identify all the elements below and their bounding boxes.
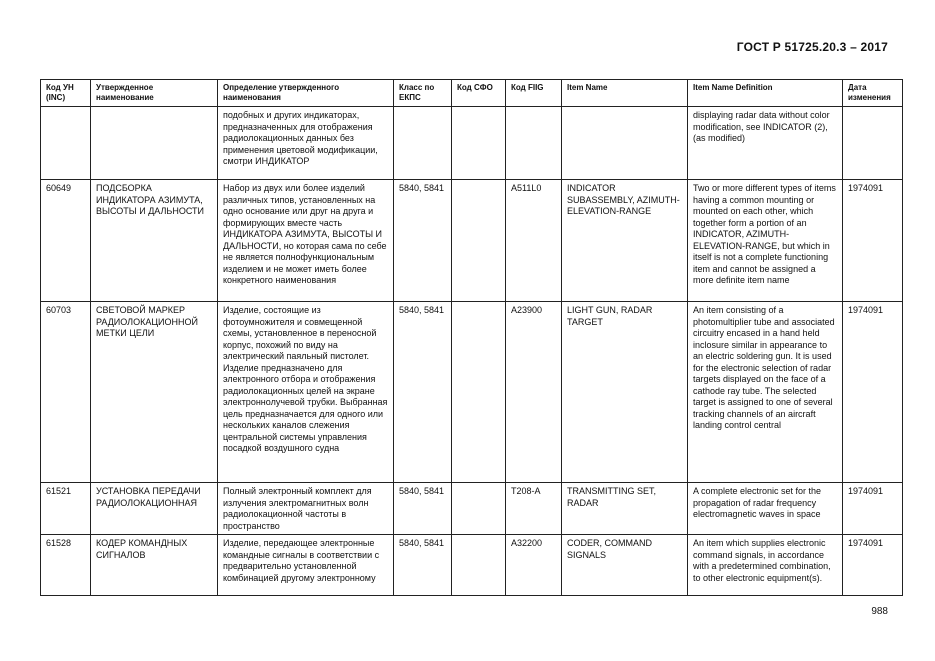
cell-definition-ru: Полный электронный комплект для излучения электромагнитных волн радиолокационной частоты в пространство — [218, 483, 394, 535]
table-body — [41, 107, 903, 596]
cell-item-name: CODER, COMMAND SIGNALS — [562, 535, 688, 596]
table-row — [41, 107, 903, 180]
cell-name-ru: КОДЕР КОМАНДНЫХ СИГНАЛОВ — [91, 535, 218, 596]
header-ekps-class: Класс по ЕКПС — [394, 80, 452, 107]
cell-item-name: TRANSMITTING SET, RADAR — [562, 483, 688, 535]
cell-fiig-code: A23900 — [506, 302, 562, 483]
cell-inc — [41, 107, 91, 180]
cell-sfo-code — [452, 180, 506, 302]
header-item-name: Item Name — [562, 80, 688, 107]
table-row — [41, 302, 903, 483]
document-standard-code: ГОСТ Р 51725.20.3 – 2017 — [736, 40, 888, 54]
cell-ekps-class: 5840, 5841 — [394, 180, 452, 302]
cell-name-ru — [91, 107, 218, 180]
cell-change-date: 1974091 — [843, 535, 903, 596]
cell-definition-ru: Набор из двух или более изделий различных типов, установленных на одно основание или друг на друга и формирующих вместе часть ИНДИКАТОРА АЗИМУТА, ВЫСОТЫ И ДАЛЬНОСТИ, но которая сама по себе не является полнофункциональным изделием и не может иметь более конкретного наименования — [218, 180, 394, 302]
header-definition-ru: Определение утвержденного наименования — [218, 80, 394, 107]
cell-change-date: 1974091 — [843, 180, 903, 302]
cell-sfo-code — [452, 107, 506, 180]
header-item-definition: Item Name Definition — [688, 80, 843, 107]
cell-change-date: 1974091 — [843, 302, 903, 483]
cell-fiig-code: T208-A — [506, 483, 562, 535]
cell-definition-ru: подобных и других индикаторах, предназначенных для отображения радиолокационных данных без применения цветовой модификации, смотри ИНДИКАТОР — [218, 107, 394, 180]
cell-inc: 60703 — [41, 302, 91, 483]
cell-name-ru: ПОДСБОРКА ИНДИКАТОРА АЗИМУТА, ВЫСОТЫ И ДАЛЬНОСТИ — [91, 180, 218, 302]
cell-name-ru: УСТАНОВКА ПЕРЕДАЧИ РАДИОЛОКАЦИОННАЯ — [91, 483, 218, 535]
cell-name-ru: СВЕТОВОЙ МАРКЕР РАДИОЛОКАЦИОННОЙ МЕТКИ ЦЕЛИ — [91, 302, 218, 483]
table-row — [41, 180, 903, 302]
cell-inc: 61521 — [41, 483, 91, 535]
header-fiig-code: Код FIIG — [506, 80, 562, 107]
cell-ekps-class — [394, 107, 452, 180]
cell-definition-ru: Изделие, состоящие из фотоумножителя и совмещенной схемы, установленное в переносной корпус, похожий по виду на электрический паяльный пистолет. Изделие предназначено для электронного отбора и отображения радиолокационных целей на экране электроннолучевой трубки. Выбранная цель предназначается для одного или нескольких каналов слежения центральной системы управления посадкой воздушного судна — [218, 302, 394, 483]
classification-table — [40, 79, 903, 596]
cell-change-date — [843, 107, 903, 180]
table-row — [41, 535, 903, 596]
cell-inc: 60649 — [41, 180, 91, 302]
cell-sfo-code — [452, 483, 506, 535]
cell-ekps-class: 5840, 5841 — [394, 302, 452, 483]
cell-inc: 61528 — [41, 535, 91, 596]
cell-item-definition: Two or more different types of items having a common mounting or mounted on each other, which together form a portion of an INDICATOR, AZIMUTH-ELEVATION-RANGE, but which in itself is not a complete functioning item and cannot be assigned a more definite item name — [688, 180, 843, 302]
cell-item-definition: An item consisting of a photomultiplier tube and associated circuitry encased in a hand held inclosure similar in appearance to an electric soldering gun. It is used for the electronic selection of radar targets displayed on the face of a cathode ray tube. The selected target is assigned to one of several tracking channels of an aircraft landing control central — [688, 302, 843, 483]
page-number: 988 — [871, 606, 888, 617]
cell-fiig-code: A511L0 — [506, 180, 562, 302]
header-sfo-code: Код СФО — [452, 80, 506, 107]
header-row — [41, 80, 903, 107]
cell-ekps-class: 5840, 5841 — [394, 535, 452, 596]
cell-change-date: 1974091 — [843, 483, 903, 535]
table-row — [41, 483, 903, 535]
table-header — [41, 80, 903, 107]
cell-definition-ru: Изделие, передающее электронные командные сигналы в соответствии с предварительно установленной комбинацией другому электронному — [218, 535, 394, 596]
cell-item-definition: An item which supplies electronic command signals, in accordance with a predetermined combination, to other electronic equipment(s). — [688, 535, 843, 596]
cell-item-definition: displaying radar data without color modification, see INDICATOR (2), (as modified) — [688, 107, 843, 180]
header-inc: Код УН (INC) — [41, 80, 91, 107]
header-name-ru: Утвержденное наименование — [91, 80, 218, 107]
cell-item-name — [562, 107, 688, 180]
cell-sfo-code — [452, 302, 506, 483]
cell-item-name: LIGHT GUN, RADAR TARGET — [562, 302, 688, 483]
header-change-date: Дата изменения — [843, 80, 903, 107]
cell-ekps-class: 5840, 5841 — [394, 483, 452, 535]
cell-item-name: INDICATOR SUBASSEMBLY, AZIMUTH-ELEVATION-RANGE — [562, 180, 688, 302]
cell-item-definition: A complete electronic set for the propagation of radar frequency electromagnetic waves in space — [688, 483, 843, 535]
cell-sfo-code — [452, 535, 506, 596]
cell-fiig-code — [506, 107, 562, 180]
cell-fiig-code: A32200 — [506, 535, 562, 596]
